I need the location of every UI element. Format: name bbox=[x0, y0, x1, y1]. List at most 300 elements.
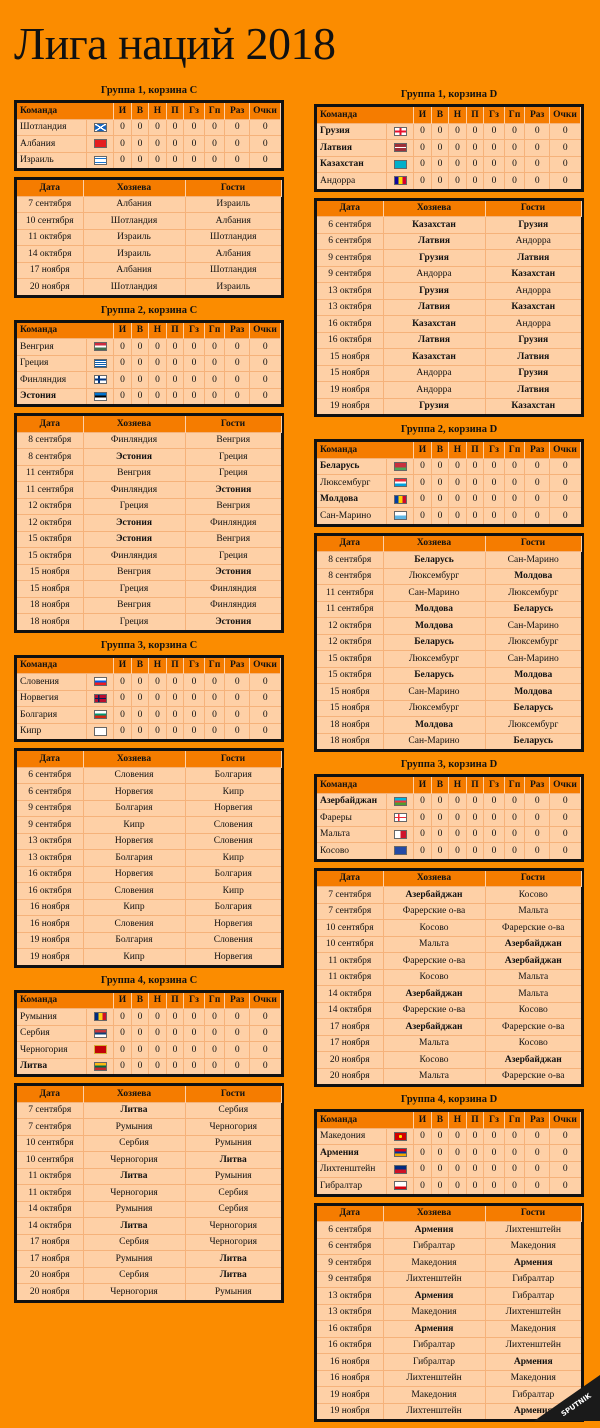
away-team: Кипр bbox=[185, 784, 281, 801]
home-team: Эстония bbox=[83, 449, 185, 466]
cyprus-flag-icon bbox=[94, 727, 107, 736]
stat-value: 0 bbox=[484, 123, 505, 140]
stat-value: 0 bbox=[166, 119, 183, 136]
stat-value: 0 bbox=[114, 1058, 131, 1074]
match-date: 17 ноября bbox=[317, 1019, 383, 1036]
albania-flag-icon bbox=[94, 139, 107, 148]
stat-value: 0 bbox=[225, 119, 250, 136]
away-team: Фарерские о-ва bbox=[485, 1068, 581, 1084]
team-row bbox=[317, 475, 581, 492]
match-date: 19 ноября bbox=[317, 398, 383, 414]
away-team: Греция bbox=[185, 449, 281, 466]
team-row bbox=[317, 810, 581, 827]
schedule-header-row bbox=[317, 1206, 581, 1222]
stat-value: 0 bbox=[114, 388, 131, 404]
team-row bbox=[317, 491, 581, 508]
team-row bbox=[17, 707, 281, 724]
away-team: Сан-Марино bbox=[485, 651, 581, 668]
schedule-table bbox=[314, 198, 584, 418]
column-header: Гз bbox=[184, 103, 205, 119]
away-team: Финляндия bbox=[185, 515, 281, 532]
home-team: Македония bbox=[383, 1255, 485, 1272]
page-title: Лига наций 2018 bbox=[14, 18, 336, 69]
column-header: И bbox=[414, 107, 431, 123]
match-date: 15 октября bbox=[317, 667, 383, 684]
match-date: 9 сентября bbox=[317, 266, 383, 283]
away-team: Сербия bbox=[185, 1102, 281, 1119]
stat-value: 0 bbox=[466, 1128, 483, 1145]
home-team: Черногория bbox=[83, 1185, 185, 1202]
away-team: Литва bbox=[185, 1267, 281, 1284]
standings-table bbox=[14, 990, 284, 1078]
column-header: П bbox=[166, 993, 183, 1009]
home-team: Сербия bbox=[83, 1135, 185, 1152]
match-date: 9 сентября bbox=[317, 1255, 383, 1272]
home-team: Словения bbox=[83, 767, 185, 784]
stat-value: 0 bbox=[414, 1145, 431, 1162]
stat-value: 0 bbox=[431, 1128, 448, 1145]
column-header: Хозяева bbox=[83, 416, 185, 432]
sputnik-logo: SPUTNIK bbox=[534, 1375, 600, 1421]
match-date: 11 октября bbox=[317, 969, 383, 986]
column-header: Н bbox=[449, 442, 466, 458]
stat-value: 0 bbox=[184, 355, 205, 372]
away-team: Азербайджан bbox=[485, 953, 581, 970]
schedule-header-row bbox=[317, 871, 581, 887]
match-date: 6 сентября bbox=[317, 1238, 383, 1255]
group-title: Группа 1, корзина С bbox=[100, 85, 198, 96]
azerbaijan-flag-icon bbox=[394, 797, 407, 806]
stat-value: 0 bbox=[466, 843, 483, 859]
match-row bbox=[317, 1238, 581, 1255]
team-row bbox=[17, 1025, 281, 1042]
match-date: 18 ноября bbox=[317, 717, 383, 734]
stat-value: 0 bbox=[550, 810, 581, 827]
stat-value: 0 bbox=[131, 339, 148, 356]
stat-value: 0 bbox=[550, 156, 581, 173]
stat-value: 0 bbox=[149, 1058, 166, 1074]
stat-value: 0 bbox=[250, 388, 281, 404]
match-row bbox=[317, 568, 581, 585]
match-date: 7 сентября bbox=[17, 1102, 83, 1119]
schedule-header-row bbox=[17, 751, 281, 767]
team-name: Черногория bbox=[17, 1042, 87, 1059]
match-row bbox=[317, 1255, 581, 1272]
column-header: Раз bbox=[225, 323, 250, 339]
stat-value: 0 bbox=[131, 1058, 148, 1074]
match-date: 17 ноября bbox=[17, 1251, 83, 1268]
home-team: Черногория bbox=[83, 1284, 185, 1300]
team-name: Шотландия bbox=[17, 119, 87, 136]
match-row bbox=[17, 1201, 281, 1218]
column-header: Хозяева bbox=[383, 1206, 485, 1222]
away-team: Норвегия bbox=[185, 949, 281, 965]
match-row bbox=[17, 932, 281, 949]
away-team: Израиль bbox=[185, 196, 281, 213]
stat-value: 0 bbox=[484, 140, 505, 157]
match-date: 7 сентября bbox=[17, 196, 83, 213]
away-team: Молдова bbox=[485, 684, 581, 701]
stat-value: 0 bbox=[184, 372, 205, 389]
home-team: Армения bbox=[383, 1222, 485, 1239]
home-team: Грузия bbox=[383, 250, 485, 267]
stat-value: 0 bbox=[166, 690, 183, 707]
match-row bbox=[17, 1152, 281, 1169]
column-header: Гз bbox=[184, 993, 205, 1009]
stat-value: 0 bbox=[225, 1058, 250, 1074]
away-team: Мальта bbox=[485, 986, 581, 1003]
match-row bbox=[17, 833, 281, 850]
stat-value: 0 bbox=[431, 1161, 448, 1178]
stat-value: 0 bbox=[504, 475, 525, 492]
match-date: 11 сентября bbox=[317, 601, 383, 618]
match-date: 13 октября bbox=[17, 850, 83, 867]
stat-value: 0 bbox=[204, 388, 225, 404]
team-row bbox=[317, 1178, 581, 1194]
flag-icon-cell bbox=[87, 388, 114, 404]
away-team: Молдова bbox=[485, 667, 581, 684]
match-row bbox=[317, 634, 581, 651]
stat-value: 0 bbox=[431, 843, 448, 859]
stat-value: 0 bbox=[225, 707, 250, 724]
stat-value: 0 bbox=[504, 793, 525, 810]
match-date: 20 ноября bbox=[317, 1052, 383, 1069]
away-team: Норвегия bbox=[185, 800, 281, 817]
stat-value: 0 bbox=[149, 355, 166, 372]
match-row bbox=[317, 920, 581, 937]
schedule-header-row bbox=[317, 536, 581, 552]
stat-value: 0 bbox=[431, 1178, 448, 1194]
stat-value: 0 bbox=[466, 491, 483, 508]
flag-icon-cell bbox=[87, 355, 114, 372]
team-name: Болгария bbox=[17, 707, 87, 724]
match-date: 7 сентября bbox=[317, 887, 383, 904]
serbia-flag-icon bbox=[94, 1029, 107, 1038]
column-header: П bbox=[466, 777, 483, 793]
stat-value: 0 bbox=[484, 1128, 505, 1145]
stat-value: 0 bbox=[149, 707, 166, 724]
match-row bbox=[317, 316, 581, 333]
away-team: Черногория bbox=[185, 1119, 281, 1136]
faroe-flag-icon bbox=[394, 813, 407, 822]
home-team: Эстония bbox=[83, 531, 185, 548]
stat-value: 0 bbox=[550, 1178, 581, 1194]
stat-value: 0 bbox=[250, 152, 281, 168]
match-date: 9 сентября bbox=[317, 250, 383, 267]
match-row bbox=[17, 850, 281, 867]
home-team: Андорра bbox=[383, 382, 485, 399]
stat-value: 0 bbox=[250, 690, 281, 707]
stat-value: 0 bbox=[225, 723, 250, 739]
away-team: Мальта bbox=[485, 903, 581, 920]
home-team: Кипр bbox=[83, 949, 185, 965]
stat-value: 0 bbox=[114, 723, 131, 739]
team-row bbox=[317, 843, 581, 859]
column-header: Гп bbox=[504, 777, 525, 793]
georgia-flag-icon bbox=[394, 127, 407, 136]
stat-value: 0 bbox=[131, 355, 148, 372]
stat-value: 0 bbox=[114, 355, 131, 372]
away-team: Казахстан bbox=[485, 299, 581, 316]
home-team: Лихтенштейн bbox=[383, 1403, 485, 1419]
away-team: Греция bbox=[185, 465, 281, 482]
away-team: Эстония bbox=[185, 614, 281, 630]
stat-value: 0 bbox=[550, 1145, 581, 1162]
column-header: Дата bbox=[317, 201, 383, 217]
stat-value: 0 bbox=[250, 674, 281, 691]
stat-value: 0 bbox=[449, 1161, 466, 1178]
stat-value: 0 bbox=[250, 339, 281, 356]
match-row bbox=[17, 1135, 281, 1152]
stat-value: 0 bbox=[431, 826, 448, 843]
match-date: 19 ноября bbox=[317, 1403, 383, 1419]
match-row bbox=[17, 1168, 281, 1185]
flag-icon-cell bbox=[87, 1042, 114, 1059]
team-name: Финляндия bbox=[17, 372, 87, 389]
stat-value: 0 bbox=[114, 339, 131, 356]
away-team: Гибралтар bbox=[485, 1288, 581, 1305]
home-team: Молдова bbox=[383, 601, 485, 618]
match-row bbox=[17, 515, 281, 532]
stat-value: 0 bbox=[414, 793, 431, 810]
column-header: Гз bbox=[484, 107, 505, 123]
stat-value: 0 bbox=[250, 707, 281, 724]
home-team: Лихтенштейн bbox=[383, 1271, 485, 1288]
home-team: Мальта bbox=[383, 1035, 485, 1052]
column-header: В bbox=[431, 442, 448, 458]
stat-value: 0 bbox=[550, 491, 581, 508]
andorra-flag-icon bbox=[394, 176, 407, 185]
stat-value: 0 bbox=[149, 372, 166, 389]
match-date: 14 октября bbox=[317, 986, 383, 1003]
match-date: 16 октября bbox=[17, 866, 83, 883]
home-team: Шотландия bbox=[83, 213, 185, 230]
away-team: Эстония bbox=[185, 564, 281, 581]
home-team: Норвегия bbox=[83, 866, 185, 883]
match-date: 20 ноября bbox=[17, 1284, 83, 1300]
column-header: Команда bbox=[17, 323, 114, 339]
home-team: Греция bbox=[83, 498, 185, 515]
match-date: 19 ноября bbox=[17, 932, 83, 949]
match-date: 9 сентября bbox=[17, 817, 83, 834]
home-team: Казахстан bbox=[383, 349, 485, 366]
match-row bbox=[17, 784, 281, 801]
away-team: Румыния bbox=[185, 1284, 281, 1300]
match-row bbox=[317, 1035, 581, 1052]
match-row bbox=[317, 1068, 581, 1084]
home-team: Беларусь bbox=[383, 634, 485, 651]
stat-value: 0 bbox=[504, 810, 525, 827]
match-row bbox=[317, 349, 581, 366]
team-row bbox=[317, 458, 581, 475]
group-title: Группа 2, корзина D bbox=[400, 424, 498, 435]
column-header: Раз bbox=[525, 107, 550, 123]
match-row bbox=[317, 283, 581, 300]
flag-icon-cell bbox=[387, 491, 414, 508]
column-header: Дата bbox=[17, 416, 83, 432]
match-date: 12 октября bbox=[17, 515, 83, 532]
stat-value: 0 bbox=[525, 826, 550, 843]
stat-value: 0 bbox=[166, 1025, 183, 1042]
stat-value: 0 bbox=[550, 458, 581, 475]
stat-value: 0 bbox=[114, 707, 131, 724]
column-header: Хозяева bbox=[383, 871, 485, 887]
home-team: Люксембург bbox=[383, 568, 485, 585]
stat-value: 0 bbox=[449, 1178, 466, 1194]
column-header: Хозяева bbox=[83, 1086, 185, 1102]
away-team: Лихтенштейн bbox=[485, 1222, 581, 1239]
home-team: Азербайджан bbox=[383, 986, 485, 1003]
stat-value: 0 bbox=[114, 1009, 131, 1026]
away-team: Лихтенштейн bbox=[485, 1337, 581, 1354]
stat-value: 0 bbox=[184, 152, 205, 168]
stat-value: 0 bbox=[414, 508, 431, 524]
home-team: Норвегия bbox=[83, 833, 185, 850]
stat-value: 0 bbox=[131, 119, 148, 136]
stat-value: 0 bbox=[484, 491, 505, 508]
team-name: Азербайджан bbox=[317, 793, 387, 810]
stat-value: 0 bbox=[166, 707, 183, 724]
home-team: Румыния bbox=[83, 1201, 185, 1218]
slovenia-flag-icon bbox=[94, 677, 107, 686]
team-name: Македония bbox=[317, 1128, 387, 1145]
match-date: 20 ноября bbox=[17, 1267, 83, 1284]
team-row bbox=[317, 173, 581, 189]
stat-value: 0 bbox=[184, 1058, 205, 1074]
flag-icon-cell bbox=[87, 119, 114, 136]
flag-icon-cell bbox=[387, 1161, 414, 1178]
stat-value: 0 bbox=[225, 372, 250, 389]
home-team: Фарерские о-ва bbox=[383, 953, 485, 970]
stat-value: 0 bbox=[166, 723, 183, 739]
match-row bbox=[317, 1304, 581, 1321]
match-date: 6 сентября bbox=[17, 784, 83, 801]
column-header: Очки bbox=[550, 442, 581, 458]
home-team: Румыния bbox=[83, 1119, 185, 1136]
team-row bbox=[317, 508, 581, 524]
column-header: Раз bbox=[525, 442, 550, 458]
group-title: Группа 4, корзина D bbox=[400, 1094, 498, 1105]
stat-value: 0 bbox=[414, 475, 431, 492]
match-row bbox=[17, 581, 281, 598]
stat-value: 0 bbox=[414, 810, 431, 827]
finland-flag-icon bbox=[94, 375, 107, 384]
match-row bbox=[317, 651, 581, 668]
stat-value: 0 bbox=[504, 1128, 525, 1145]
stat-value: 0 bbox=[204, 1042, 225, 1059]
away-team: Гибралтар bbox=[485, 1271, 581, 1288]
home-team: Молдова bbox=[383, 717, 485, 734]
home-team: Израиль bbox=[83, 229, 185, 246]
flag-icon-cell bbox=[87, 372, 114, 389]
match-date: 13 октября bbox=[317, 1304, 383, 1321]
stat-value: 0 bbox=[204, 674, 225, 691]
flag-icon-cell bbox=[87, 690, 114, 707]
stat-value: 0 bbox=[504, 826, 525, 843]
match-date: 6 сентября bbox=[317, 1222, 383, 1239]
match-date: 12 октября bbox=[17, 498, 83, 515]
match-row bbox=[17, 916, 281, 933]
column-header: Очки bbox=[550, 107, 581, 123]
match-row bbox=[317, 1354, 581, 1371]
stat-value: 0 bbox=[466, 156, 483, 173]
stat-value: 0 bbox=[484, 475, 505, 492]
away-team: Румыния bbox=[185, 1135, 281, 1152]
stat-value: 0 bbox=[525, 475, 550, 492]
stat-value: 0 bbox=[414, 123, 431, 140]
home-team: Беларусь bbox=[383, 552, 485, 569]
stat-value: 0 bbox=[204, 690, 225, 707]
away-team: Финляндия bbox=[185, 581, 281, 598]
match-date: 11 сентября bbox=[17, 465, 83, 482]
match-row bbox=[317, 250, 581, 267]
match-date: 11 октября bbox=[17, 1168, 83, 1185]
schedule-table bbox=[14, 1083, 284, 1303]
montenegro-flag-icon bbox=[94, 1045, 107, 1054]
match-row bbox=[17, 614, 281, 630]
column-header: П bbox=[166, 103, 183, 119]
flag-icon-cell bbox=[387, 1145, 414, 1162]
team-name: Норвегия bbox=[17, 690, 87, 707]
stat-value: 0 bbox=[114, 1025, 131, 1042]
team-name: Казахстан bbox=[317, 156, 387, 173]
home-team: Македония bbox=[383, 1304, 485, 1321]
stat-value: 0 bbox=[184, 136, 205, 153]
stat-value: 0 bbox=[466, 810, 483, 827]
match-date: 16 октября bbox=[317, 316, 383, 333]
team-row bbox=[17, 355, 281, 372]
away-team: Шотландия bbox=[185, 229, 281, 246]
match-row bbox=[317, 365, 581, 382]
flag-icon-cell bbox=[387, 475, 414, 492]
stat-value: 0 bbox=[114, 690, 131, 707]
team-name: Словения bbox=[17, 674, 87, 691]
team-row bbox=[317, 156, 581, 173]
team-name: Лихтенштейн bbox=[317, 1161, 387, 1178]
match-row bbox=[317, 217, 581, 234]
away-team: Мальта bbox=[485, 969, 581, 986]
home-team: Армения bbox=[383, 1288, 485, 1305]
away-team: Латвия bbox=[485, 250, 581, 267]
team-row bbox=[17, 339, 281, 356]
column-header: Команда bbox=[317, 442, 414, 458]
right-column bbox=[314, 88, 584, 1428]
stat-value: 0 bbox=[131, 372, 148, 389]
column-header: И bbox=[414, 442, 431, 458]
home-team: Сан-Марино bbox=[383, 585, 485, 602]
home-team: Эстония bbox=[83, 515, 185, 532]
away-team: Косово bbox=[485, 1002, 581, 1019]
stat-value: 0 bbox=[184, 119, 205, 136]
team-row bbox=[17, 119, 281, 136]
away-team: Сан-Марино bbox=[485, 618, 581, 635]
match-date: 19 ноября bbox=[17, 949, 83, 965]
stat-value: 0 bbox=[449, 793, 466, 810]
team-row bbox=[317, 1145, 581, 1162]
column-header: Н bbox=[149, 103, 166, 119]
column-header: Команда bbox=[317, 777, 414, 793]
stat-value: 0 bbox=[166, 1042, 183, 1059]
schedule-table bbox=[314, 868, 584, 1088]
column-header: И bbox=[414, 1112, 431, 1128]
match-row bbox=[17, 1185, 281, 1202]
home-team: Казахстан bbox=[383, 217, 485, 234]
home-team: Венгрия bbox=[83, 465, 185, 482]
column-header: Очки bbox=[250, 323, 281, 339]
match-date: 15 октября bbox=[17, 531, 83, 548]
column-header: Гз bbox=[184, 323, 205, 339]
match-date: 14 октября bbox=[17, 246, 83, 263]
